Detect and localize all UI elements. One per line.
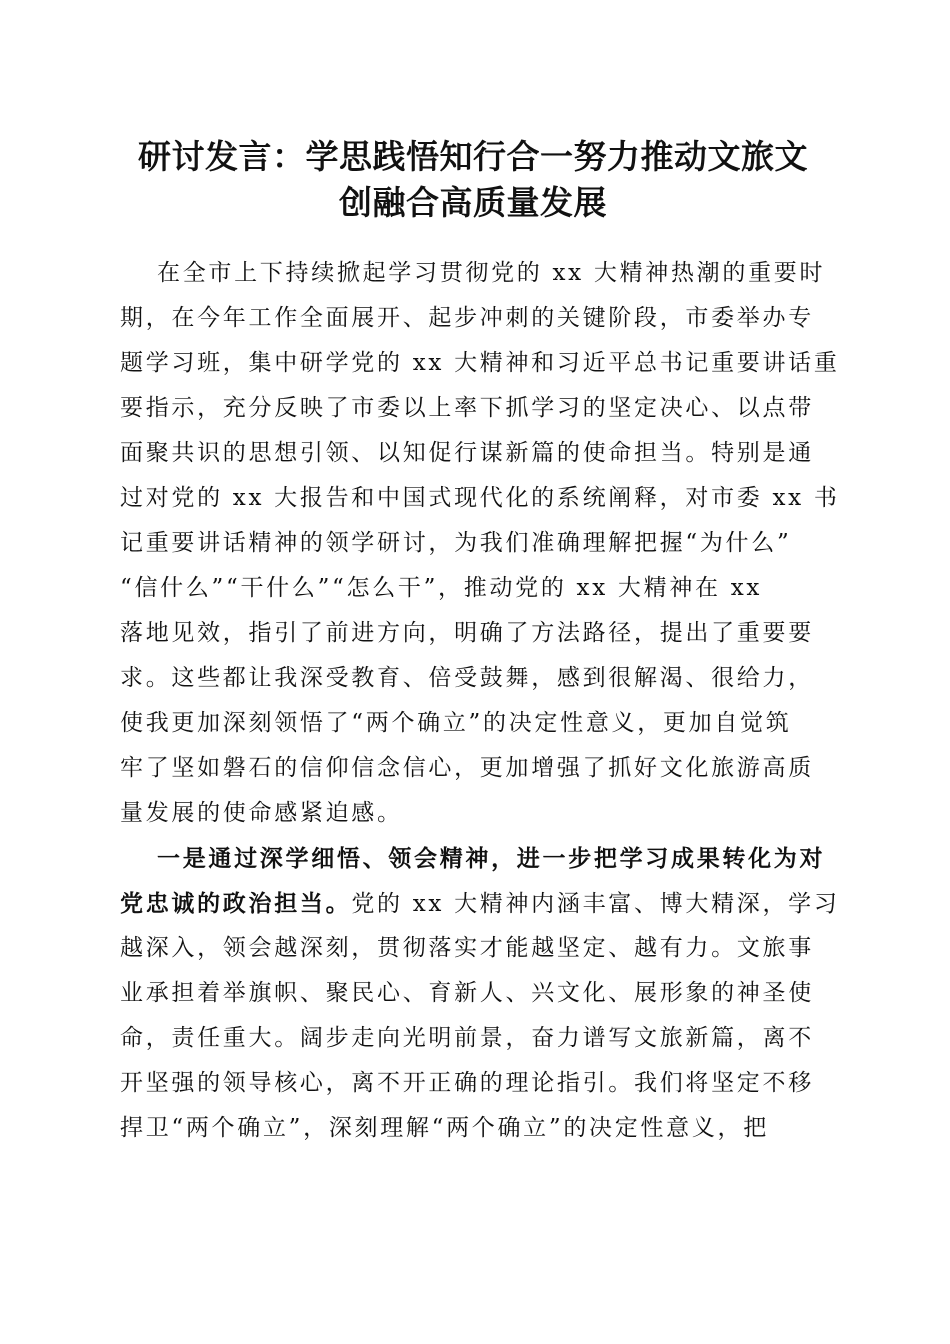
bold-lead-text: 党忠诚的政治担当。 bbox=[120, 890, 352, 917]
document-body bbox=[120, 251, 840, 1151]
line-rest-text: 党的 xx 大精神内涵丰富、博大精深，学习 bbox=[351, 891, 840, 917]
text-line: “信什么”“干什么”“怎么干”，推动党的 xx 大精神在 xx bbox=[120, 575, 763, 601]
text-line: 在全市上下持续掀起学习贯彻党的 xx 大精神热潮的重要时 bbox=[157, 260, 826, 286]
document-title bbox=[112, 134, 834, 226]
title-line: 创融合高质量发展 bbox=[339, 183, 607, 222]
text-line: 求。这些都让我深受教育、倍受鼓舞，感到很解渴、很给力， bbox=[120, 665, 814, 691]
text-line: 记重要讲话精神的领学研讨，为我们准确理解把握“为什么” bbox=[120, 530, 792, 556]
text-line: 捍卫“两个确立”，深刻理解“两个确立”的决定性意义，把 bbox=[120, 1115, 769, 1141]
text-line: 使我更加深刻领悟了“两个确立”的决定性意义，更加自觉筑 bbox=[120, 710, 792, 736]
text-line: 牢了坚如磐石的信仰信念信心，更加增强了抓好文化旅游高质 bbox=[120, 755, 814, 781]
text-line: 越深入，领会越深刻，贯彻落实才能越坚定、越有力。文旅事 bbox=[120, 935, 814, 961]
text-line: 业承担着举旗帜、聚民心、育新人、兴文化、展形象的神圣使 bbox=[120, 980, 814, 1006]
text-line: 面聚共识的思想引领、以知促行谋新篇的使命担当。特别是通 bbox=[120, 440, 814, 466]
text-line: 过对党的 xx 大报告和中国式现代化的系统阐释，对市委 xx 书 bbox=[120, 485, 840, 511]
paragraph-intro bbox=[120, 251, 840, 836]
text-line: 命，责任重大。阔步走向光明前景，奋力谱写文旅新篇，离不 bbox=[120, 1025, 814, 1051]
text-line: 落地见效，指引了前进方向，明确了方法路径，提出了重要要 bbox=[120, 620, 814, 646]
text-line bbox=[120, 881, 840, 926]
paragraph-point-one bbox=[120, 836, 840, 1151]
text-line: 期，在今年工作全面展开、起步冲刺的关键阶段，市委举办专 bbox=[120, 305, 814, 331]
text-line: 题学习班，集中研学党的 xx 大精神和习近平总书记重要讲话重 bbox=[120, 350, 840, 376]
bold-lead-line: 一是通过深学细悟、领会精神，进一步把学习成果转化为对 bbox=[157, 845, 826, 872]
text-line: 开坚强的领导核心，离不开正确的理论指引。我们将坚定不移 bbox=[120, 1070, 814, 1096]
text-line: 要指示，充分反映了市委以上率下抓学习的坚定决心、以点带 bbox=[120, 395, 814, 421]
text-line: 量发展的使命感紧迫感。 bbox=[120, 800, 403, 826]
title-line: 研讨发言：学思践悟知行合一努力推动文旅文 bbox=[138, 137, 808, 176]
